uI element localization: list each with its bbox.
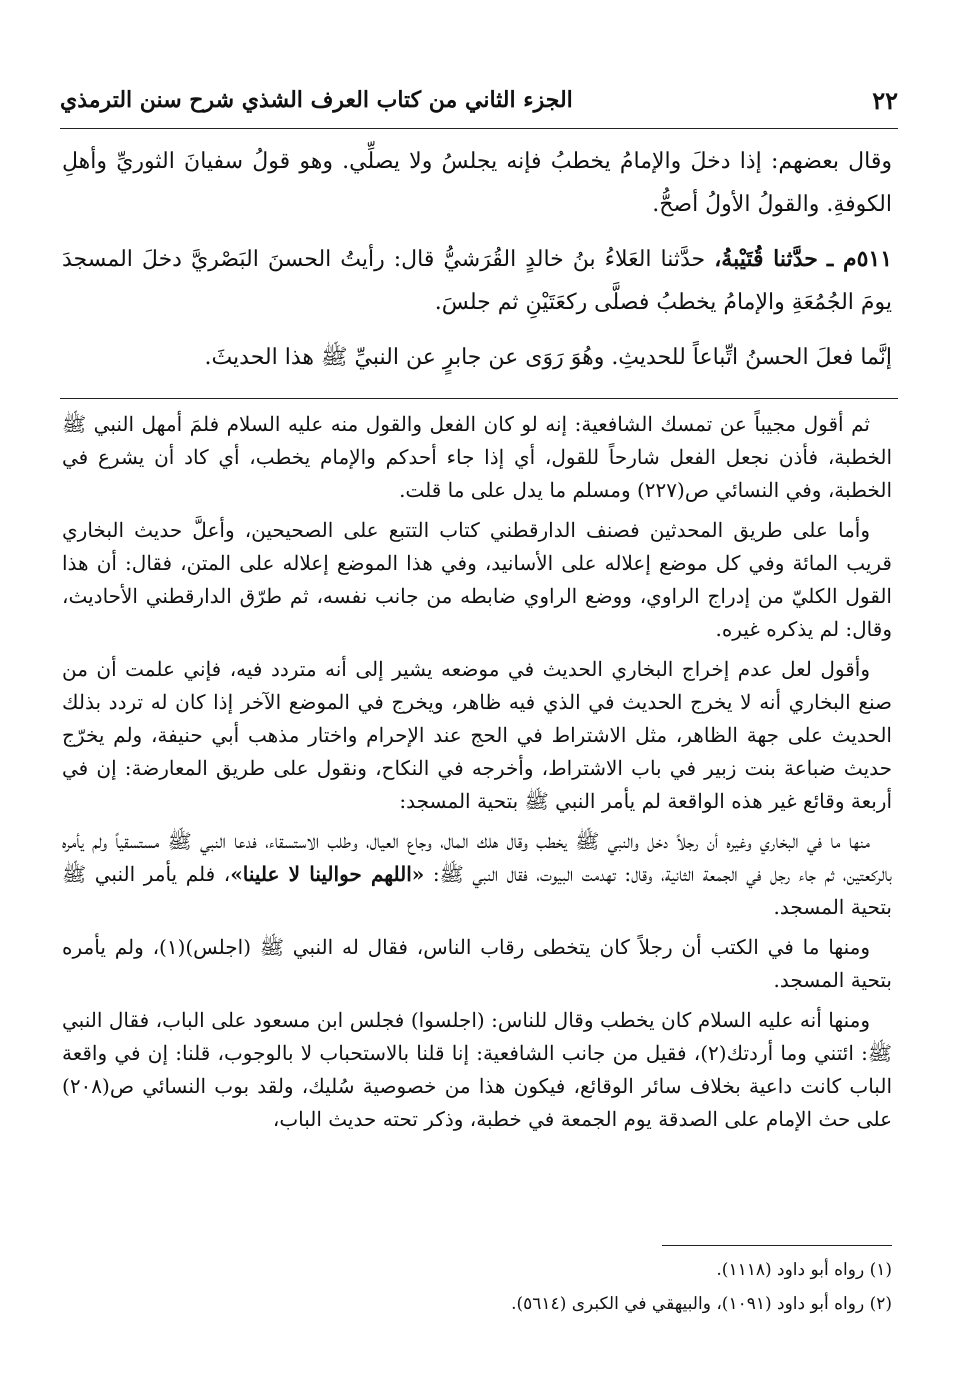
page-header — [60, 80, 898, 120]
commentary-paragraph: ومنها ما في الكتب أن رجلاً كان يتخطى رقاب الناس، فقال له النبي ﷺ (اجلس)(١)، ولم يأمره بتحية المسجد. — [62, 935, 892, 992]
commentary-paragraph: ثم أقول مجيباً عن تمسك الشافعية: إنه لو كان الفعل والقول منه عليه السلام فلمَ أمهل النبي ﷺ الخطبة، فأذن نجعل الفعل شارحاً للقول، أي إذا جاء أحدكم والإمام يخطب، أي كاد أن يشرع في الخطبة، وفي النسائي ص(٢٢٧) ومسلم ما يدل على ما قلت. — [62, 412, 892, 502]
header-divider — [60, 128, 898, 129]
hadith-narration: حدَّثنا قُتَيْبةُ، — [714, 246, 818, 272]
main-text — [62, 140, 892, 391]
hadith-number: ٥١١م ـ — [826, 246, 893, 272]
commentary-paragraph: وأقول لعل عدم إخراج البخاري الحديث في موضعه يشير إلى أنه متردد فيه، فإني علمت أن من صنع البخاري أنه لا يخرج الحديث في الذي فيه ظاهر، ويخرج في الموضع الآخر إذا كان له تردد بذلك الحديث على جهة الظاهر، مثل الاشتراط في الحج عند الإحرام واختار مذهب أبي حنيفة، ولم يخرّج حديث ضباعة بنت زبير في باب الاشتراط، وأخرجه في النكاح، ونقول على طريق المعارضة: إن في أربعة وقائع غير هذه الواقعة لم يأمر النبي ﷺ بتحية المسجد: — [62, 657, 892, 813]
commentary-text-span: ، فلم يأمر النبي ﷺ بتحية المسجد. — [62, 862, 892, 919]
main-paragraph: وقال بعضهم: إذا دخلَ والإمامُ يخطبُ فإنه يجلسُ ولا يصلِّي. وهو قولُ سفيانَ الثوريِّ وأهلِ الكوفةِ. والقولُ الأولُ أصحُّ. — [62, 149, 892, 217]
commentary-paragraph: ومنها أنه عليه السلام كان يخطب وقال للناس: (اجلسوا) فجلس ابن مسعود على الباب، فقال النبي ﷺ: ائتني وما أردتك(٢)، فقيل من جانب الشافعية: إنا قلنا بالاستحباب لا بالوجوب، قلنا: إن في واقعة الباب كانت داعية بخلاف سائر الوقائع، فيكون هذا من خصوصية سُليك، ولقد بوب النسائي ص(٢٠٨) على حث الإمام على الصدقة يوم الجمعة في خطبة، وذكر تحته حديث الباب، — [62, 1008, 892, 1131]
commentary-text-span: منها ما في البخاري وغيره أن رجلاً دخل والنبي ﷺ يخطب وقال هلك المال، وجاع العيال، وطلب الاستسقاء، فدعا النبي ﷺ مستسقياً ولم يأمره بالركعتين، ثم جاء رجل في الجمعة الثانية، وقال: تهدمت البيوت، فقال النبي ﷺ: — [62, 829, 893, 886]
page-number: ٢٢ — [872, 85, 898, 115]
commentary-paragraph — [62, 825, 892, 924]
footnote: (١) رواه أبو داود (١١١٨). — [716, 1260, 892, 1280]
hadith-paragraph — [62, 238, 892, 324]
footnote: (٢) رواه أبو داود (١٠٩١)، والبيهقي في الكبرى (٥٦١٤). — [511, 1294, 892, 1314]
quoted-supplication: «اللهم حوالينا لا علينا» — [230, 862, 425, 886]
commentary-paragraph: وأما على طريق المحدثين فصنف الدارقطني كتاب التتبع على الصحيحين، وأعلَّ حديث البخاري قريب المائة وفي كل موضع إعلاله على الأسانيد، وفي هذا الموضع إعلاله على المتن، فقال: أن هذا القول الكليّ من إدراج الراوي، ووضع الراوي ضابطه من جانب نفسه، ثم طرّق الدارقطني الأحاديث، وقال: لم يذكره غيره. — [62, 518, 892, 641]
footnote-divider — [662, 1245, 892, 1246]
section-divider — [60, 398, 898, 399]
commentary-text — [62, 408, 892, 1143]
hadith-text: حدَّثنا العَلاءُ بنُ خالدٍ القُرَشيُّ قال: رأيتُ الحسنَ البَصْريَّ دخلَ المسجدَ يومَ الجُمُعَةِ والإمامُ يخطبُ فصلَّى ركعَتَيْنِ ثم جلسَ. — [62, 247, 892, 315]
footnotes — [62, 1256, 892, 1324]
running-title: الجزء الثاني من كتاب العرف الشذي شرح سنن الترمذي — [60, 87, 573, 113]
main-paragraph: إنَّما فعلَ الحسنُ اتِّباعاً للحديثِ. وهُوَ رَوَى عن جابرٍ عن النبيِّ ﷺ هذا الحديثَ. — [204, 345, 892, 370]
